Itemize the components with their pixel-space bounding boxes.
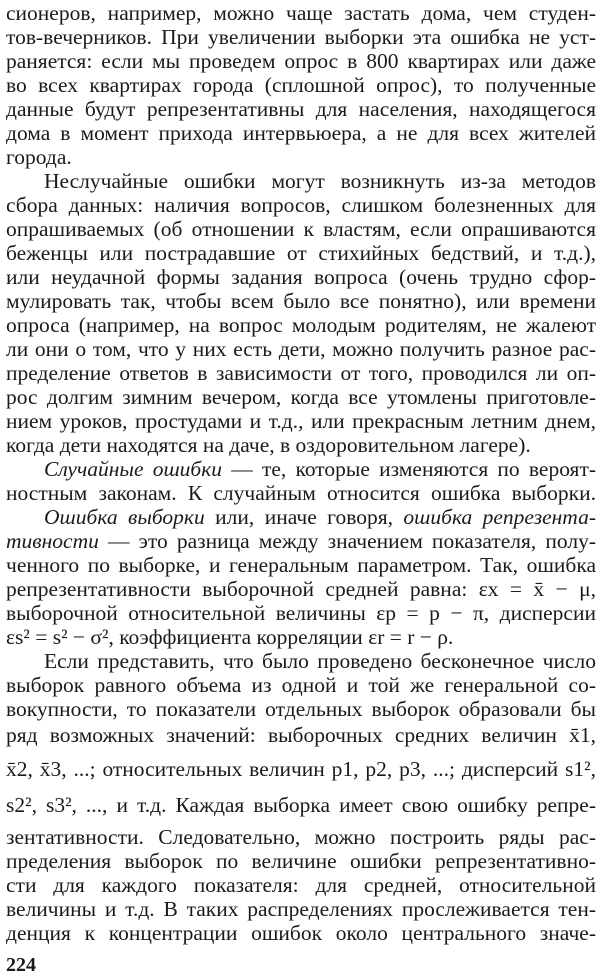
paragraph-first-line	[44, 456, 596, 482]
formula-line: репрезентативности выборочной средней равна: εx = x̄ − μ,	[6, 577, 596, 601]
italic-term: Ошибка выборки	[44, 505, 205, 529]
text-line: во всех квартирах города (сплошной опрос), то полученные	[6, 73, 596, 97]
italic-term: ошибка репрезента-	[403, 505, 596, 529]
italic-term: тивности	[6, 529, 99, 553]
text-line: раняется: если мы проведем опрос в 800 квартирах или даже	[6, 49, 596, 73]
text-line: дома в момент прихода интервьюера, а не для всех жителей	[6, 121, 596, 145]
text-line: сти для каждого показателя: для средней, относительной	[6, 873, 596, 897]
text-line	[6, 528, 596, 554]
formula-line: εs² = s² − σ², коэффициента корреляции εr = r − ρ.	[6, 625, 454, 649]
text-span: — те, которые изменяются по вероят-	[222, 457, 596, 481]
text-line: нием уроков, простудами и т.д., или прекрасным летним днем,	[6, 409, 596, 433]
formula-line: выборочной относительной величины εp = p − π, дисперсии	[6, 601, 596, 625]
paragraph-first-line: Неслучайные ошибки могут возникнуть из-за методов	[44, 169, 596, 193]
text-line: рос долгим зимним вечером, когда все утомлены приготовле-	[6, 385, 596, 409]
text-line: ностным законам. К случайным относится ошибка выборки.	[6, 481, 596, 505]
text-line: вокупности, то показатели отдельных выборок образовали бы	[6, 697, 596, 721]
text-line: беженцы или пострадавшие от стихийных бедствий, и т.д.),	[6, 241, 596, 265]
text-line: денция к концентрации ошибок около центрального значе-	[6, 921, 596, 945]
text-line: когда дети находятся на даче, в оздоровительном лагере).	[6, 433, 531, 457]
page-number: 224	[6, 954, 36, 976]
text-line: мулировать так, чтобы всем было все понятно), или времени	[6, 289, 596, 313]
text-line: ченного по выборке, и генеральным параметром. Так, ошибка	[6, 553, 596, 577]
text-line: пределения выборок по величине ошибки репрезентативно-	[6, 849, 596, 873]
text-line: сионеров, например, можно чаще застать дома, чем студен-	[6, 1, 596, 25]
formula-line: ряд возможных значений: выборочных средних величин x̄1,	[6, 723, 596, 747]
formula-line: x̄2, x̄3, ...; относительных величин p1, p2, p3, ...; дисперсий s1²,	[6, 757, 596, 781]
text-line: города.	[6, 145, 72, 169]
formula-line: s2², s3², ..., и т.д. Каждая выборка имеет свою ошибку репре-	[6, 793, 596, 817]
text-line: ли они о том, что у них есть дети, можно получить разное рас-	[6, 337, 596, 361]
text-line: зентативности. Следовательно, можно построить ряды рас-	[6, 825, 596, 849]
text-line: величины и т.д. В таких распределениях прослеживается тен-	[6, 897, 596, 921]
text-line: или неудачной формы задания вопроса (очень трудно сфор-	[6, 265, 596, 289]
text-line: опрашиваемых (об отношении к властям, если опрашиваются	[6, 217, 596, 241]
text-line: выборок равного объема из одной и той же генеральной со-	[6, 673, 596, 697]
italic-term: Случайные ошибки	[44, 457, 223, 481]
text-line: пределение ответов в зависимости от того, проводился ли оп-	[6, 361, 596, 385]
paragraph-first-line: Если представить, что было проведено бесконечное число	[44, 649, 596, 673]
text-line: тов-вечерников. При увеличении выборки эта ошибка не уст-	[6, 25, 596, 49]
text-line: сбора данных: наличия вопросов, слишком болезненных для	[6, 193, 596, 217]
text-span: или, иначе говоря,	[204, 505, 404, 529]
text-line: опроса (например, на вопрос молодым родителям, не жалеют	[6, 313, 596, 337]
text-span: — это разница между значением показателя, полу-	[98, 529, 596, 553]
paragraph-first-line	[44, 504, 596, 530]
text-line: данные будут репрезентативны для населения, находящегося	[6, 97, 596, 121]
